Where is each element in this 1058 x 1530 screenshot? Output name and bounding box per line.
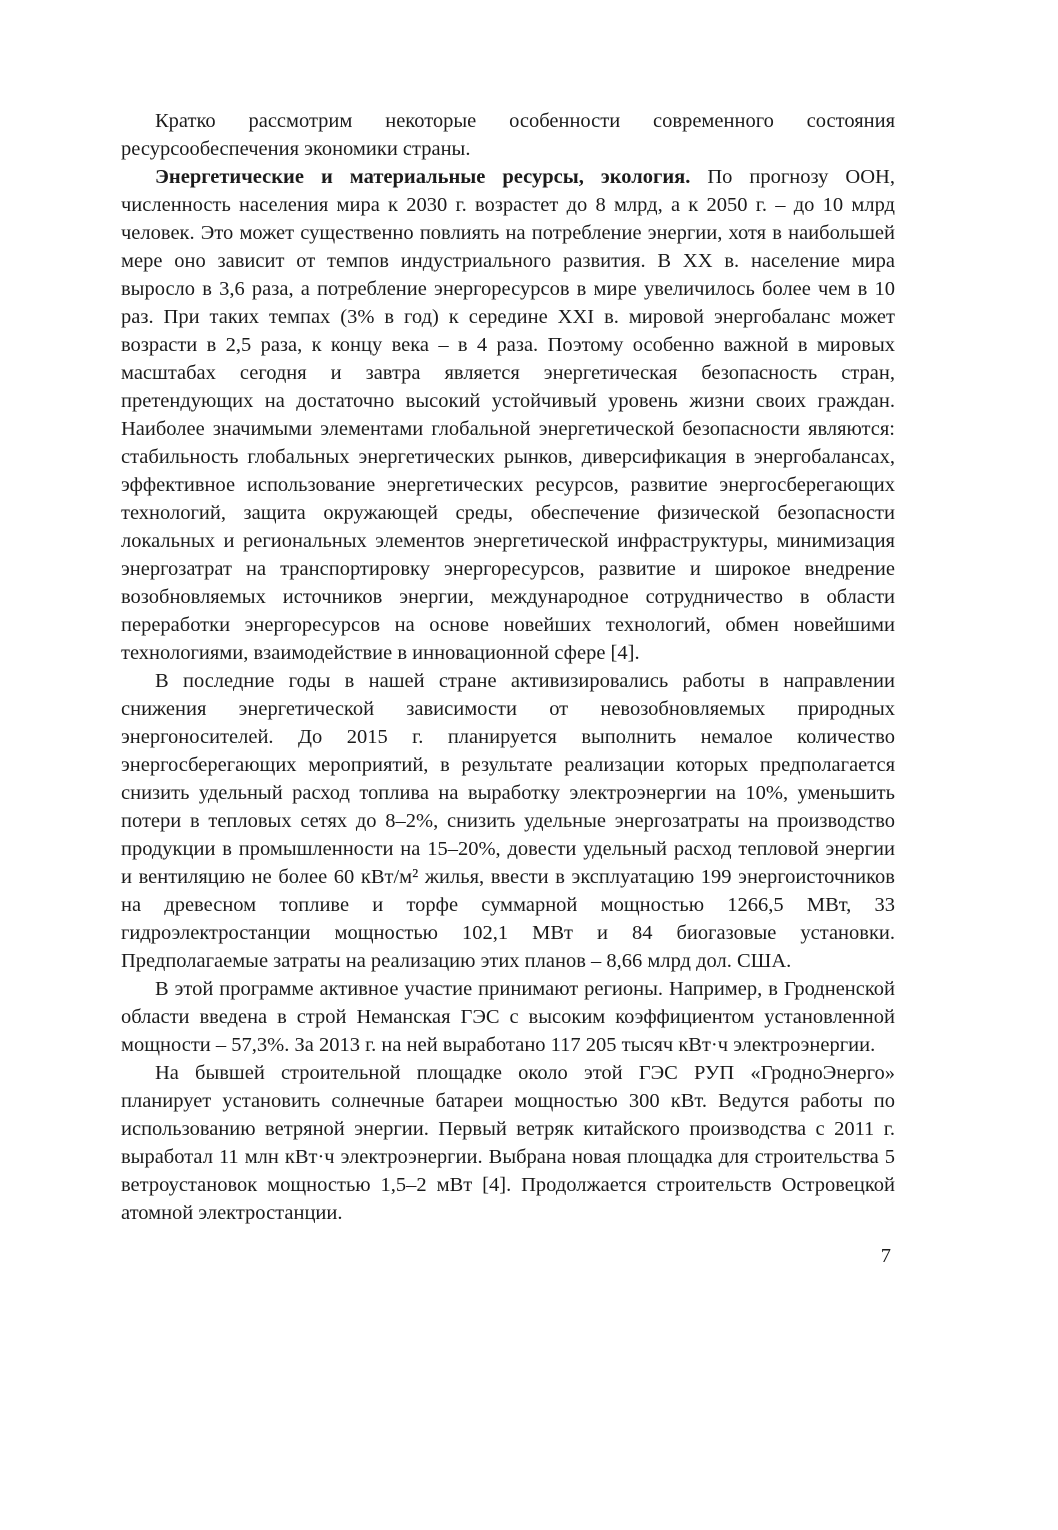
paragraph-energy-heading: Энергетические и материальные ресурсы, экология. <box>155 166 691 188</box>
paragraph-regions: В этой программе активное участие принимают регионы. Например, в Гродненской области введена в строй Неманская ГЭС с высоким коэффициентом установленной мощности – 57,3%. За 2013 г. на ней выработано 117 205 тысяч кВт·ч электроэнергии. <box>121 978 895 1056</box>
paragraph-energy-body: По прогнозу ООН, численность населения мира к 2030 г. возрастет до 8 млрд, а к 2050 г. – до 10 млрд человек. Это может существенно повлиять на потребление энергии, хотя в наибольшей мере оно зависит от темпов индустриального развития. В XX в. население мира выросло в 3,6 раза, а потребление энергоресурсов в мире увеличилось более чем в 10 раз. При таких темпах (3% в год) к середине XXI в. мировой энергобаланс может возрасти в 2,5 раза, к концу века – в 4 раза. Поэтому особенно важной в мировых масштабах сегодня и завтра является энергетическая безопасность стран, претендующих на достаточно высокий устойчивый уровень жизни своих граждан. Наиболее значимыми элементами глобальной энергетической безопасности являются: стабильность глобальных энергетических рынков, диверсификация в энергобалансах, эффективное использование энергетических ресурсов, развитие энергосберегающих технологий, защита окружающей среды, обеспечение физической безопасности локальных и региональных элементов энергетической инфраструктуры, минимизация энергозатрат на транспортировку энергоресурсов, развитие и широкое внедрение возобновляемых источников энергии, международное сотрудничество в области переработки энергоресурсов на основе новейших технологий, обмен новейшими технологиями, взаимодействие в инновационной сфере [4]. <box>121 166 895 664</box>
page-number: 7 <box>880 1245 891 1267</box>
paragraph-grodno: На бывшей строительной площадке около этой ГЭС РУП «ГродноЭнерго» планирует установить солнечные батареи мощностью 300 кВт. Ведутся работы по использованию ветряной энергии. Первый ветряк китайского производства с 2011 г. выработал 11 млн кВт·ч электроэнергии. Выбрана новая площадка для строительства 5 ветроустановок мощностью 1,5–2 мВт [4]. Продолжается строительств Островецкой атомной электростанции. <box>121 1062 895 1224</box>
paragraph-energy <box>121 163 895 667</box>
paragraph-intro: Кратко рассмотрим некоторые особенности современного состояния ресурсообеспечения экономики страны. <box>121 110 895 160</box>
paragraph-savings: В последние годы в нашей стране активизировались работы в направлении снижения энергетической зависимости от невозобновляемых природных энергоносителей. До 2015 г. планируется выполнить немалое количество энергосберегающих мероприятий, в результате реализации которых предполагается снизить удельный расход топлива на выработку электроэнергии на 10%, уменьшить потери в тепловых сетях до 8–2%, снизить удельные энергозатраты на производство продукции в промышленности на 15–20%, довести удельный расход тепловой энергии и вентиляцию не более 60 кВт/м² жилья, ввести в эксплуатацию 199 энергоисточников на древесном топливе и торфе суммарной мощностью 1266,5 МВт, 33 гидроэлектростанции мощностью 102,1 МВт и 84 биогазовые установки. Предполагаемые затраты на реализацию этих планов – 8,66 млрд дол. США. <box>121 670 895 972</box>
text-block <box>121 107 895 1270</box>
